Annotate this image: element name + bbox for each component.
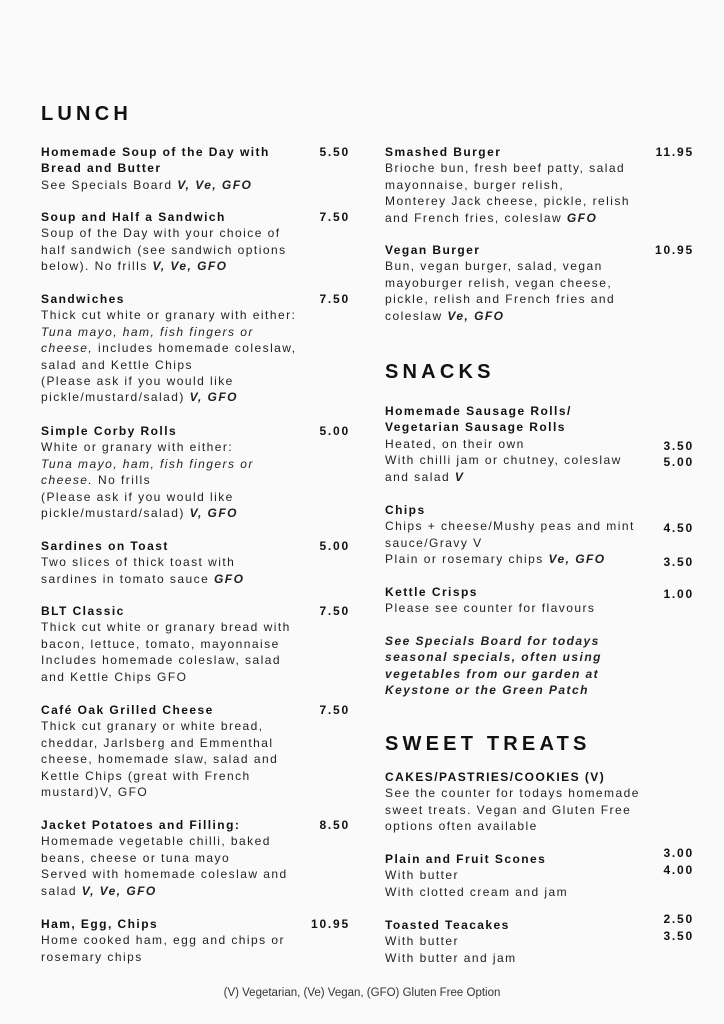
item-description-line	[41, 652, 350, 668]
description-text: Heated, on their own	[385, 436, 525, 451]
description-text: Kettle Chips (great with French	[41, 768, 251, 783]
item-description-line	[385, 551, 694, 567]
dietary-legend: (V) Vegetarian, (Ve) Vegan, (GFO) Gluten Free Option	[223, 987, 501, 999]
description-text: See the counter for todays homemade	[385, 786, 640, 801]
description-text: Thick cut white or granary with either:	[41, 308, 297, 323]
item-description-line	[385, 633, 694, 649]
item-description-line	[41, 784, 350, 800]
item-price: 3.00	[663, 846, 694, 860]
dietary-tag: Ve, GFO	[447, 308, 505, 323]
item-description-line	[41, 768, 350, 784]
item-price: 5.00	[319, 539, 350, 553]
item-description-line	[385, 177, 694, 193]
item-description-line	[385, 867, 694, 883]
item-description-line	[385, 210, 694, 226]
item-description-line	[385, 291, 694, 307]
menu-item-soup	[41, 144, 350, 193]
item-description-line	[385, 884, 694, 900]
description-text: (Please ask if you would like	[41, 373, 234, 388]
description-text: White or granary with either:	[41, 440, 234, 455]
menu-item-corby-rolls	[41, 423, 350, 521]
dietary-tag: V, Ve, GFO	[177, 177, 253, 192]
item-description-line	[41, 439, 350, 455]
item-description-line	[41, 324, 350, 340]
item-name: Jacket Potatoes and Filling:	[41, 818, 241, 832]
item-name: Sandwiches	[41, 292, 125, 306]
item-description-line	[385, 452, 694, 468]
description-text: below). No frills	[41, 259, 153, 274]
item-description-line	[385, 682, 694, 698]
item-description-line	[41, 373, 350, 389]
description-text: Plain or rosemary chips	[385, 552, 549, 567]
item-description-line	[385, 600, 694, 616]
item-description-line	[41, 242, 350, 258]
item-description-line	[385, 275, 694, 291]
item-price: 11.95	[655, 145, 694, 159]
description-text: See Specials Board	[41, 177, 178, 192]
section-heading-lunch: LUNCH	[41, 103, 132, 125]
description-text: rosemary chips	[41, 949, 143, 964]
item-description-line	[385, 818, 694, 834]
item-price: 8.50	[319, 818, 350, 832]
item-description-line	[385, 666, 694, 682]
description-text: With chilli jam or chutney, coleslaw	[385, 453, 622, 468]
description-text: Bun, vegan burger, salad, vegan	[385, 259, 603, 274]
item-description-line	[41, 866, 350, 882]
description-text: cheese,	[41, 341, 94, 356]
item-price: 4.00	[663, 863, 694, 877]
description-text: mayoburger relish, vegan cheese,	[385, 275, 613, 290]
item-price: 4.50	[663, 521, 694, 535]
item-description-line	[41, 735, 350, 751]
description-text: With clotted cream and jam	[385, 884, 569, 899]
item-description-line	[41, 357, 350, 373]
item-description-line	[41, 489, 350, 505]
description-text: bacon, lettuce, tomato, mayonnaise	[41, 636, 280, 651]
item-name: Toasted Teacakes	[385, 918, 510, 932]
description-text: sauce/Gravy V	[385, 535, 483, 550]
item-price: 7.50	[319, 703, 350, 717]
description-text: mustard)V, GFO	[41, 784, 149, 799]
item-name: CAKES/PASTRIES/COOKIES (V)	[385, 770, 606, 784]
item-description-line	[41, 307, 350, 323]
item-description-line	[41, 472, 350, 488]
item-description-line	[385, 785, 694, 801]
item-price: 7.50	[319, 210, 350, 224]
description-text: mayonnaise, burger relish,	[385, 177, 565, 192]
item-description-line	[41, 177, 350, 193]
menu-item-chips	[385, 502, 694, 568]
item-description-line	[385, 950, 694, 966]
description-text: salad and Kettle Chips	[41, 357, 193, 372]
item-price: 2.50	[663, 912, 694, 926]
menu-item-scones	[385, 846, 694, 900]
menu-item-cakes	[385, 769, 694, 835]
dietary-tag: V, GFO	[189, 390, 238, 405]
description-text: Homemade vegetable chilli, baked	[41, 834, 271, 849]
description-text: pickle/mustard/salad)	[41, 505, 190, 520]
menu-item-grilled-cheese	[41, 702, 350, 800]
item-name: Smashed Burger	[385, 145, 502, 159]
dietary-tag: GFO	[214, 571, 245, 586]
item-name: Plain and Fruit Scones	[385, 852, 547, 866]
item-name: Ham, Egg, Chips	[41, 917, 159, 931]
section-heading-snacks: SNACKS	[385, 361, 495, 383]
description-text: With butter and jam	[385, 950, 517, 965]
description-text: options often available	[385, 819, 538, 834]
description-text: Soup of the Day with your choice of	[41, 226, 281, 241]
dietary-tag: vegetables from our garden at	[385, 666, 600, 681]
item-description-line	[41, 718, 350, 734]
item-name: BLT Classic	[41, 604, 125, 618]
description-text: cheese, homemade slaw, salad and	[41, 752, 279, 767]
description-text: Thick cut white or granary bread with	[41, 620, 291, 635]
description-text: With butter	[385, 868, 459, 883]
item-description-line	[385, 802, 694, 818]
menu-item-smashed-burger	[385, 144, 694, 226]
description-text: (Please ask if you would like	[41, 489, 234, 504]
description-text: beans, cheese or tuna mayo	[41, 850, 231, 865]
dietary-tag: Ve, GFO	[548, 552, 606, 567]
dietary-tag: V	[454, 469, 465, 484]
item-price: 10.95	[310, 917, 350, 931]
item-description-line	[41, 636, 350, 652]
menu-item-sausage-rolls	[385, 403, 694, 485]
dietary-tag: seasonal specials, often using	[385, 650, 602, 665]
description-text: Two slices of thick toast with	[41, 555, 236, 570]
dietary-tag: V, GFO	[189, 505, 238, 520]
description-text: cheese.	[41, 473, 94, 488]
item-name: Simple Corby Rolls	[41, 424, 178, 438]
description-text: Brioche bun, fresh beef patty, salad	[385, 161, 626, 176]
description-text: Please see counter for flavours	[385, 601, 596, 616]
description-text: pickle/mustard/salad)	[41, 390, 190, 405]
description-text: Monterey Jack cheese, pickle, relish	[385, 194, 630, 209]
description-text: Tuna mayo, ham, fish fingers or	[41, 324, 254, 339]
item-price: 5.00	[663, 455, 694, 469]
dietary-tag: GFO	[566, 210, 598, 225]
item-description-line	[385, 535, 694, 551]
item-description-line	[41, 949, 350, 965]
description-text: and Kettle Chips GFO	[41, 669, 188, 684]
description-text: cheddar, Jarlsberg and Emmenthal	[41, 735, 274, 750]
item-description-line	[41, 883, 350, 899]
item-description-line	[41, 554, 350, 570]
menu-item-soup-half-sandwich	[41, 209, 350, 275]
item-price: 5.00	[319, 424, 350, 438]
description-text: coleslaw	[385, 308, 448, 323]
dietary-tag: V, Ve, GFO	[81, 883, 157, 898]
menu-item-blt	[41, 603, 350, 685]
menu-item-teacakes	[385, 912, 694, 966]
item-description-line	[385, 258, 694, 274]
item-description-line	[41, 505, 350, 521]
item-price: 7.50	[319, 604, 350, 618]
item-description-line	[385, 933, 694, 949]
menu-item-specials-note	[385, 633, 694, 699]
item-description-line	[41, 456, 350, 472]
menu-item-kettle-crisps	[385, 584, 694, 617]
item-name: Vegan Burger	[385, 243, 481, 257]
dietary-tag: Keystone or the Green Patch	[385, 683, 589, 698]
item-name: Kettle Crisps	[385, 585, 478, 599]
item-name: Homemade Soup of the Day with	[41, 145, 270, 159]
description-text: sweet treats. Vegan and Gluten Free	[385, 802, 632, 817]
description-text: half sandwich (see sandwich options	[41, 242, 287, 257]
item-description-line	[41, 833, 350, 849]
description-text: Home cooked ham, egg and chips or	[41, 933, 285, 948]
item-description-line	[41, 340, 350, 356]
item-description-line	[41, 619, 350, 635]
item-name: Vegetarian Sausage Rolls	[385, 420, 566, 435]
item-description-line	[41, 850, 350, 866]
item-description-line	[41, 669, 350, 685]
item-description-line	[41, 751, 350, 767]
item-description-line	[385, 469, 694, 485]
item-description-line	[385, 160, 694, 176]
description-text: pickle, relish and French fries and	[385, 292, 616, 307]
description-text: and salad	[385, 469, 455, 484]
menu-item-vegan-burger	[385, 242, 694, 324]
item-description-line	[385, 193, 694, 209]
item-description-line	[385, 649, 694, 665]
item-description-line	[385, 308, 694, 324]
description-text: and French fries, coleslaw	[385, 210, 567, 225]
item-name: Bread and Butter	[41, 161, 162, 176]
section-heading-sweet-treats: SWEET TREATS	[385, 733, 591, 755]
item-price: 10.95	[654, 243, 694, 257]
menu-item-sandwiches	[41, 291, 350, 406]
description-text: Thick cut granary or white bread,	[41, 719, 264, 734]
description-text: salad	[41, 883, 82, 898]
description-text: No frills	[93, 473, 152, 488]
description-text: sardines in tomato sauce	[41, 571, 214, 586]
item-price: 1.00	[663, 587, 694, 601]
item-price: 3.50	[663, 555, 694, 569]
item-name: Chips	[385, 503, 426, 517]
menu-item-jacket-potatoes	[41, 817, 350, 899]
dietary-tag: V, Ve, GFO	[152, 259, 228, 274]
item-name: Homemade Sausage Rolls/	[385, 404, 572, 418]
item-name: Café Oak Grilled Cheese	[41, 703, 214, 717]
item-description-line	[41, 571, 350, 587]
item-name: Soup and Half a Sandwich	[41, 210, 226, 224]
description-text: With butter	[385, 934, 459, 949]
item-description-line	[385, 518, 694, 534]
description-text: includes homemade coleslaw,	[93, 341, 297, 356]
item-price: 3.50	[663, 929, 694, 943]
item-description-line	[41, 258, 350, 274]
menu-item-ham-egg-chips	[41, 916, 350, 965]
description-text: Tuna mayo, ham, fish fingers or	[41, 456, 254, 471]
description-text: Includes homemade coleslaw, salad	[41, 653, 281, 668]
menu-item-sardines	[41, 538, 350, 587]
item-price: 3.50	[663, 439, 694, 453]
description-text: Chips + cheese/Mushy peas and mint	[385, 519, 635, 534]
dietary-tag: See Specials Board for todays	[385, 634, 600, 648]
item-price: 5.50	[319, 145, 350, 159]
item-description-line	[385, 436, 694, 452]
description-text: Served with homemade coleslaw and	[41, 867, 288, 882]
item-price: 7.50	[319, 292, 350, 306]
item-description-line	[41, 932, 350, 948]
item-description-line	[41, 389, 350, 405]
item-name: Sardines on Toast	[41, 539, 169, 553]
item-description-line	[41, 225, 350, 241]
